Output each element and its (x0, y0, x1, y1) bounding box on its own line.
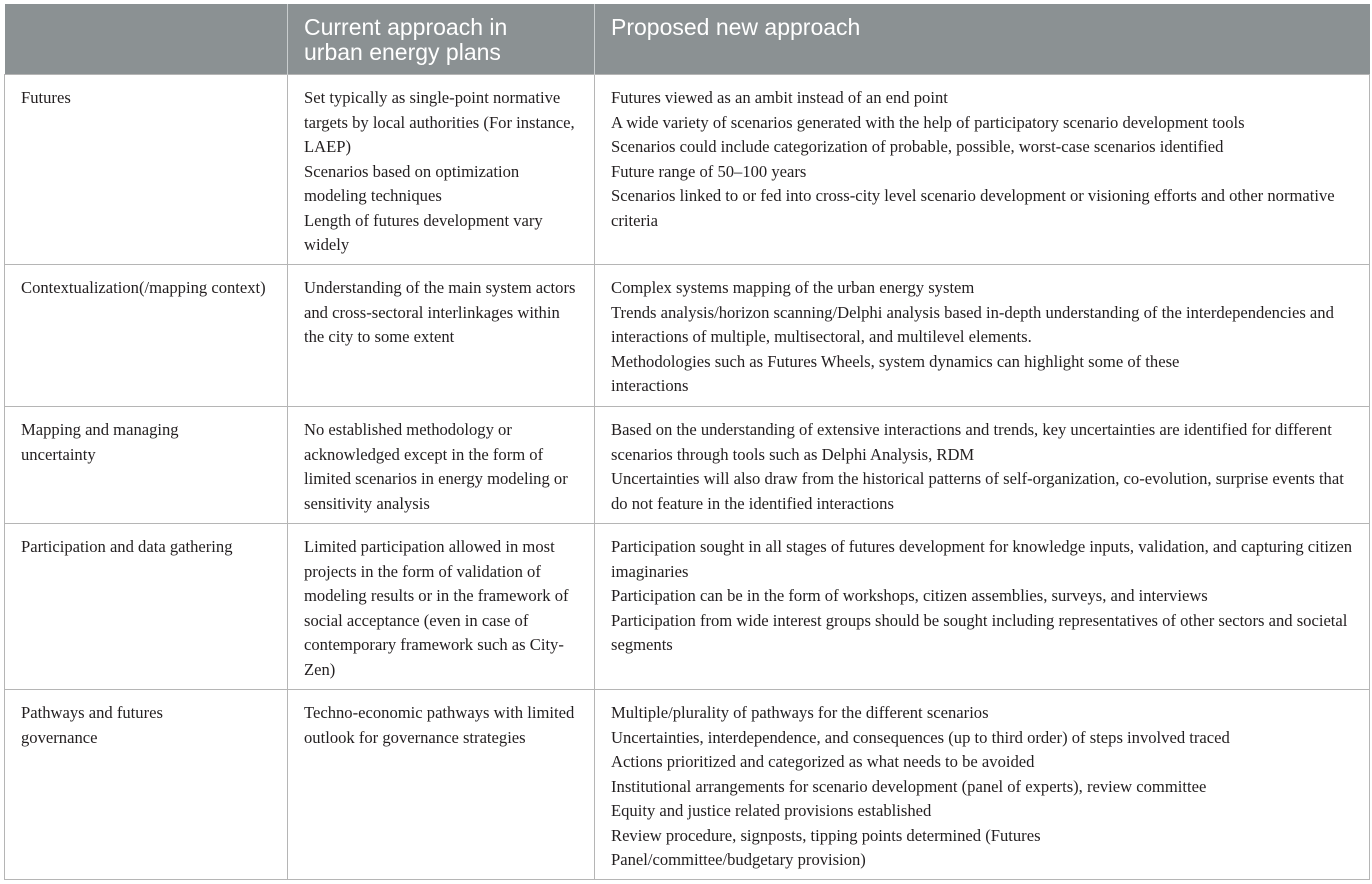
proposed-line: Trends analysis/horizon scanning/Delphi analysis based in-depth understanding of the interdependencies and interactions of multiple, multisectoral, and multilevel elements. (611, 302, 1334, 346)
proposed-line: Methodologies such as Futures Wheels, system dynamics can highlight some of these interactions (611, 351, 1180, 395)
proposed-line: Based on the understanding of extensive interactions and trends, key uncertainties are identified for different scenarios through tools such as Delphi Analysis, RDM (611, 420, 1332, 464)
current-line: Limited participation allowed in most projects in the form of validation of modeling results or in the framework of social acceptance (even in case of contemporary framework such as City-Zen) (304, 537, 569, 679)
proposed-line: Review procedure, signposts, tipping points determined (Futures Panel/committee/budgetary provision) (611, 825, 1041, 869)
header-cell-current: Current approach in urban energy plans (288, 4, 595, 75)
proposed-line: Uncertainties will also draw from the historical patterns of self-organization, co-evolution, surprise events that do not feature in the identified interactions (611, 469, 1344, 513)
current-cell (288, 265, 595, 407)
current-line: Techno-economic pathways with limited outlook for governance strategies (304, 703, 575, 747)
proposed-cell (595, 690, 1370, 880)
current-cell (288, 524, 595, 690)
current-line: Length of futures development vary widely (304, 210, 543, 254)
proposed-line: Complex systems mapping of the urban energy system (611, 278, 975, 297)
proposed-line: Uncertainties, interdependence, and consequences (up to third order) of steps involved traced (611, 727, 1230, 747)
table-row (5, 407, 1370, 524)
proposed-line: Participation can be in the form of workshops, citizen assemblies, surveys, and interviews (611, 586, 1208, 605)
header-cell-proposed: Proposed new approach (595, 4, 1370, 75)
comparison-table (4, 4, 1370, 880)
table-row (5, 265, 1370, 407)
header-row (5, 4, 1370, 75)
dimension-cell: Participation and data gathering (5, 524, 288, 690)
current-cell (288, 75, 595, 265)
current-line: Understanding of the main system actors and cross-sectoral interlinkages within the city to some extent (304, 278, 576, 346)
header-cell-dimension (5, 4, 288, 75)
current-cell (288, 407, 595, 524)
dimension-cell: Mapping and managing uncertainty (5, 407, 288, 524)
proposed-line: Scenarios linked to or fed into cross-city level scenario development or visioning efforts and other normative criteria (611, 186, 1335, 230)
proposed-line: Participation sought in all stages of futures development for knowledge inputs, validation, and capturing citizen imaginaries (611, 537, 1353, 581)
dimension-cell: Pathways and futures governance (5, 690, 288, 880)
proposed-line: Actions prioritized and categorized as what needs to be avoided (611, 752, 1035, 771)
proposed-line: Scenarios could include categorization of probable, possible, worst-case scenarios identified (611, 137, 1224, 156)
table-row (5, 690, 1370, 880)
proposed-line: Future range of 50–100 years (611, 161, 807, 181)
proposed-cell (595, 524, 1370, 690)
proposed-cell (595, 265, 1370, 407)
proposed-line: Participation from wide interest groups should be sought including representatives of other sectors and societal segments (611, 610, 1348, 654)
proposed-line: A wide variety of scenarios generated with the help of participatory scenario development tools (611, 112, 1245, 132)
current-line: No established methodology or acknowledged except in the form of limited scenarios in energy modeling or sensitivity analysis (304, 420, 568, 513)
current-line: Set typically as single-point normative targets by local authorities (For instance, LAEP) (304, 88, 575, 156)
dimension-cell: Futures (5, 75, 288, 265)
proposed-line: Institutional arrangements for scenario development (panel of experts), review committee (611, 776, 1207, 796)
proposed-line: Equity and justice related provisions established (611, 801, 932, 820)
table-body (5, 75, 1370, 880)
current-cell (288, 690, 595, 880)
dimension-cell: Contextualization(/mapping context) (5, 265, 288, 407)
current-line: Scenarios based on optimization modeling techniques (304, 161, 520, 205)
proposed-cell (595, 407, 1370, 524)
proposed-cell (595, 75, 1370, 265)
table-header (5, 4, 1370, 75)
proposed-line: Multiple/plurality of pathways for the different scenarios (611, 703, 989, 722)
table-row (5, 75, 1370, 265)
proposed-line: Futures viewed as an ambit instead of an end point (611, 88, 948, 107)
table-row (5, 524, 1370, 690)
